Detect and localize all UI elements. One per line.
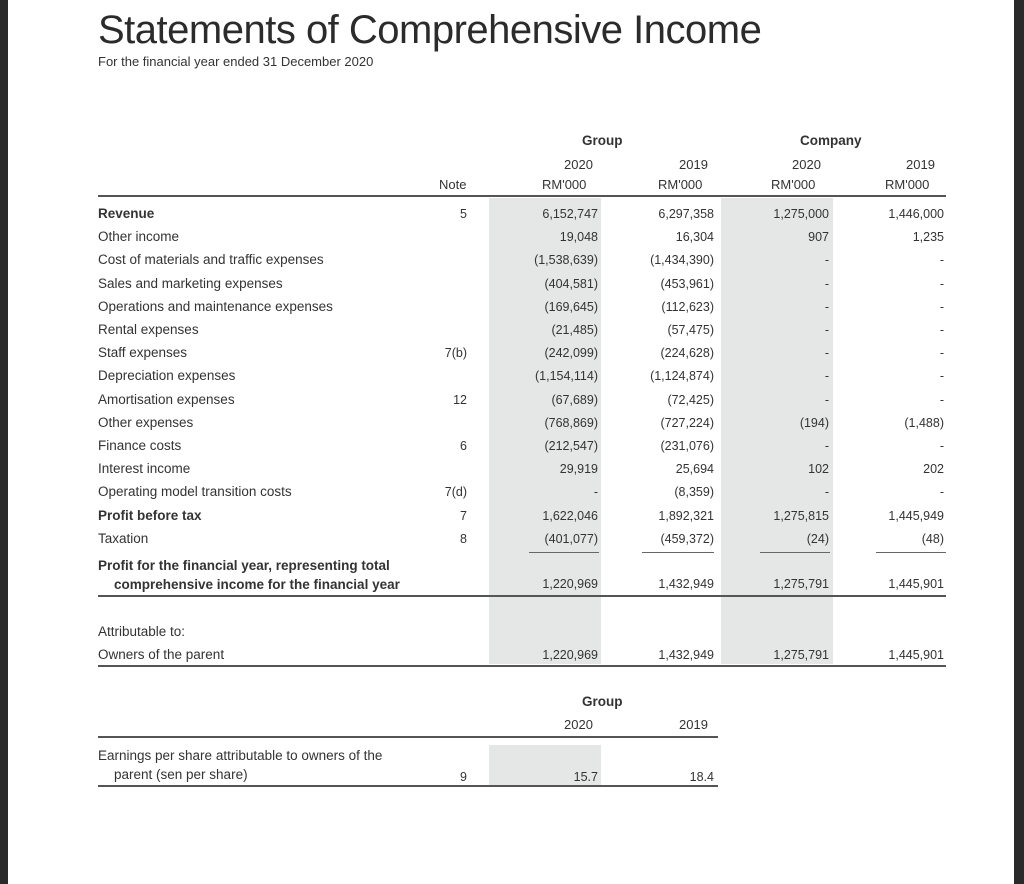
attributable-heading: Attributable to: <box>98 624 186 639</box>
row-value-group-2020: (21,485) <box>551 323 598 337</box>
row-value-company-2020: (194) <box>799 416 829 430</box>
row-value-group-2020: (67,689) <box>551 393 598 407</box>
row-value-company-2019: - <box>939 323 944 337</box>
row-value-company-2020: 1,275,000 <box>773 207 829 221</box>
statement-page <box>8 0 1014 884</box>
row-value-group-2020: (242,099) <box>544 346 598 360</box>
row-value-company-2019: - <box>939 485 944 499</box>
row-value-company-2020: - <box>824 439 829 453</box>
row-value-company-2019: - <box>939 393 944 407</box>
page-subtitle: For the financial year ended 31 December 2020 <box>98 54 374 69</box>
row-value-company-2019: (48) <box>921 532 944 546</box>
row-label: Staff expenses <box>98 345 188 360</box>
eps-label-line2: parent (sen per share) <box>114 767 248 782</box>
owners-rule <box>98 665 946 667</box>
profit-company-2019: 1,445,901 <box>888 577 944 591</box>
row-value-company-2020: 102 <box>808 462 829 476</box>
taxation-underline-2 <box>642 552 714 553</box>
profit-company-2020: 1,275,791 <box>773 577 829 591</box>
row-value-company-2019: - <box>939 346 944 360</box>
profit-group-2020: 1,220,969 <box>542 577 598 591</box>
owners-label: Owners of the parent <box>98 647 225 662</box>
row-value-company-2020: 1,275,815 <box>773 509 829 523</box>
row-value-group-2020: (169,645) <box>544 300 598 314</box>
row-value-group-2020: 19,048 <box>559 230 598 244</box>
header-rule <box>98 195 946 197</box>
row-value-group-2019: (453,961) <box>660 277 714 291</box>
row-label: Taxation <box>98 531 149 546</box>
row-value-company-2019: 1,445,949 <box>888 509 944 523</box>
row-label: Other expenses <box>98 415 194 430</box>
row-label: Interest income <box>98 461 191 476</box>
eps-2020-year: 2020 <box>564 717 593 732</box>
row-value-company-2020: - <box>824 253 829 267</box>
row-value-group-2019: 25,694 <box>675 462 714 476</box>
row-label: Profit before tax <box>98 508 202 523</box>
row-value-group-2019: (727,224) <box>660 416 714 430</box>
owners-company-2020: 1,275,791 <box>773 648 829 662</box>
row-value-group-2019: (1,124,874) <box>650 369 714 383</box>
eps-rule <box>98 785 718 787</box>
group-header: Group <box>582 133 623 148</box>
row-value-company-2019: 1,446,000 <box>888 207 944 221</box>
row-value-company-2019: - <box>939 277 944 291</box>
row-label: Sales and marketing expenses <box>98 276 283 291</box>
row-note: 7 <box>460 509 467 523</box>
taxation-underline-3 <box>760 552 830 553</box>
profit-rule <box>98 595 946 597</box>
row-value-group-2020: (1,154,114) <box>534 369 598 383</box>
eps-2019-year: 2019 <box>679 717 708 732</box>
row-value-company-2020: - <box>824 369 829 383</box>
row-note: 7(b) <box>444 346 467 360</box>
eps-header-rule <box>98 736 718 738</box>
row-value-group-2020: 29,919 <box>559 462 598 476</box>
group-2020-unit: RM'000 <box>542 177 587 192</box>
row-label: Cost of materials and traffic expenses <box>98 252 324 267</box>
row-value-group-2019: (224,628) <box>660 346 714 360</box>
group-2019-unit: RM'000 <box>658 177 703 192</box>
eps-group-2020: 15.7 <box>573 770 598 784</box>
row-value-group-2020: 1,622,046 <box>542 509 598 523</box>
profit-label-line2: comprehensive income for the financial year <box>114 577 400 592</box>
taxation-underline-1 <box>529 552 599 553</box>
row-value-group-2019: (1,434,390) <box>650 253 714 267</box>
owners-group-2020: 1,220,969 <box>542 648 598 662</box>
row-value-group-2019: (57,475) <box>667 323 714 337</box>
row-note: 12 <box>453 393 467 407</box>
eps-label-line1: Earnings per share attributable to owners of the <box>98 748 383 763</box>
row-value-company-2020: - <box>824 300 829 314</box>
row-value-group-2019: (231,076) <box>660 439 714 453</box>
row-value-company-2020: - <box>824 277 829 291</box>
row-value-group-2019: (8,359) <box>674 485 714 499</box>
page-title: Statements of Comprehensive Income <box>98 8 762 52</box>
row-label: Operating model transition costs <box>98 484 292 499</box>
row-value-company-2019: - <box>939 439 944 453</box>
row-value-company-2019: 1,235 <box>912 230 944 244</box>
row-label: Operations and maintenance expenses <box>98 299 333 314</box>
row-value-group-2020: - <box>593 485 598 499</box>
row-value-company-2020: - <box>824 485 829 499</box>
profit-label-line1: Profit for the financial year, representing total <box>98 558 390 573</box>
eps-group-header: Group <box>582 694 623 709</box>
row-value-group-2019: (72,425) <box>667 393 714 407</box>
row-value-group-2019: 16,304 <box>675 230 714 244</box>
company-2020-year: 2020 <box>792 157 821 172</box>
company-2019-year: 2019 <box>906 157 935 172</box>
row-note: 7(d) <box>444 485 467 499</box>
row-label: Depreciation expenses <box>98 368 236 383</box>
row-note: 5 <box>460 207 467 221</box>
note-header: Note <box>439 177 467 192</box>
row-label: Finance costs <box>98 438 182 453</box>
row-value-group-2019: 1,892,321 <box>658 509 714 523</box>
row-value-company-2019: (1,488) <box>904 416 944 430</box>
row-value-company-2019: - <box>939 300 944 314</box>
row-note: 8 <box>460 532 467 546</box>
owners-company-2019: 1,445,901 <box>888 648 944 662</box>
company-2020-unit: RM'000 <box>771 177 816 192</box>
row-value-group-2019: 6,297,358 <box>658 207 714 221</box>
row-value-group-2020: (768,869) <box>544 416 598 430</box>
row-note: 6 <box>460 439 467 453</box>
group-2019-year: 2019 <box>679 157 708 172</box>
row-value-group-2020: (212,547) <box>544 439 598 453</box>
row-value-company-2020: - <box>824 323 829 337</box>
row-value-company-2020: - <box>824 393 829 407</box>
row-value-group-2020: (404,581) <box>544 277 598 291</box>
eps-note: 9 <box>460 770 467 784</box>
row-value-company-2020: 907 <box>808 230 829 244</box>
row-value-company-2019: - <box>939 369 944 383</box>
row-value-group-2019: (112,623) <box>661 300 714 314</box>
row-value-group-2020: (401,077) <box>544 532 598 546</box>
profit-group-2019: 1,432,949 <box>658 577 714 591</box>
row-value-company-2019: - <box>939 253 944 267</box>
row-label: Other income <box>98 229 180 244</box>
row-label: Revenue <box>98 206 155 221</box>
owners-group-2019: 1,432,949 <box>658 648 714 662</box>
row-value-group-2019: (459,372) <box>660 532 714 546</box>
row-value-group-2020: 6,152,747 <box>542 207 598 221</box>
row-label: Rental expenses <box>98 322 199 337</box>
row-value-group-2020: (1,538,639) <box>534 253 598 267</box>
company-header: Company <box>800 133 862 148</box>
company-2019-unit: RM'000 <box>885 177 930 192</box>
group-2020-year: 2020 <box>564 157 593 172</box>
row-value-company-2020: (24) <box>806 532 829 546</box>
taxation-underline-4 <box>876 552 946 553</box>
row-value-company-2020: - <box>824 346 829 360</box>
row-label: Amortisation expenses <box>98 392 235 407</box>
eps-group-2019: 18.4 <box>689 770 714 784</box>
row-value-company-2019: 202 <box>923 462 944 476</box>
